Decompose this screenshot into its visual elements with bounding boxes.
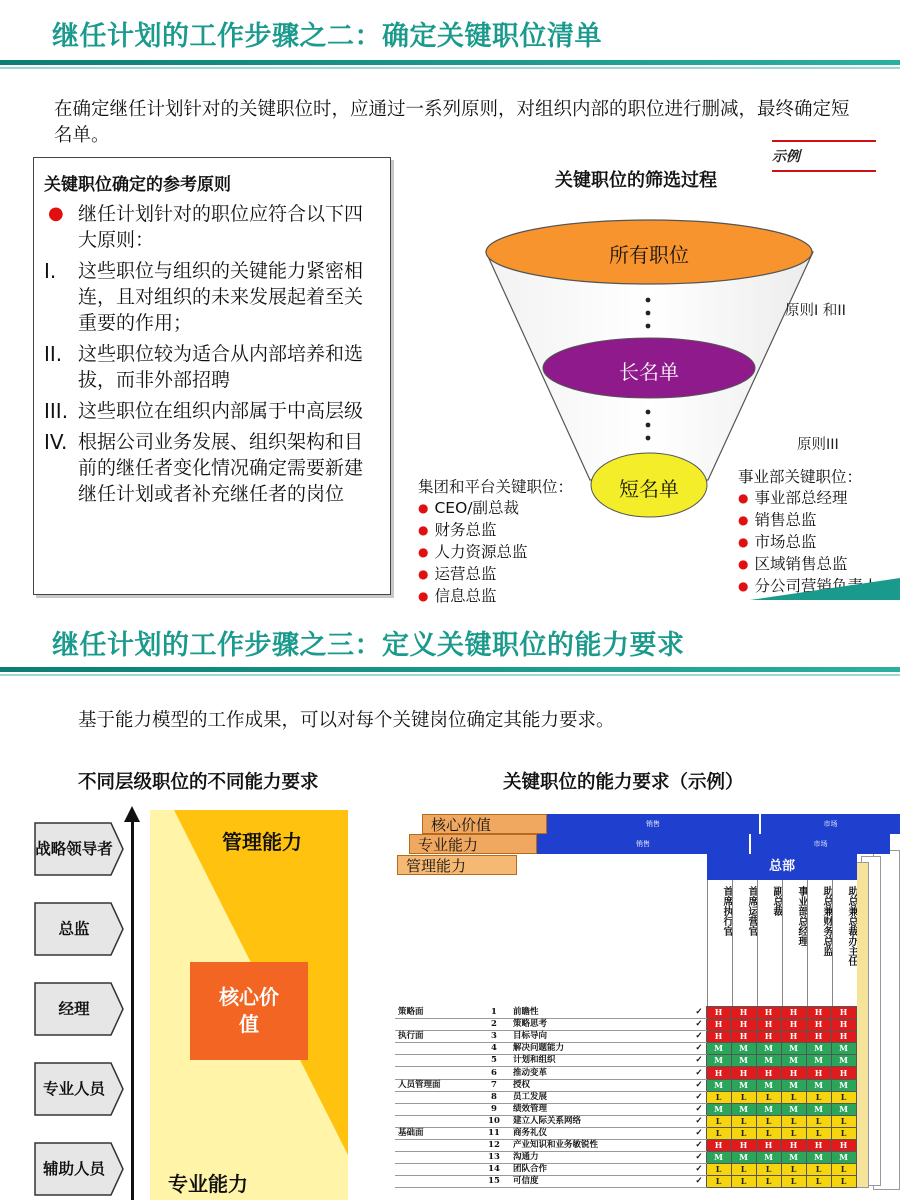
matrix-category: 策略面 (395, 1007, 478, 1019)
principle-number: IV. (44, 430, 68, 454)
tab-management[interactable]: 管理能力 (397, 855, 517, 875)
level-cell: H (706, 1019, 731, 1031)
level-cell: L (706, 1115, 731, 1127)
principle-text: 这些职位较为适合从内部培养和选拔，而非外部招聘 (78, 343, 364, 391)
funnel-title: 关键职位的筛选过程 (555, 170, 717, 191)
level-cell: H (806, 1031, 831, 1043)
professional-label: 专业能力 (168, 1172, 248, 1196)
matrix-category (395, 1140, 478, 1152)
level-cell: M (706, 1103, 731, 1115)
level-cell: L (706, 1176, 731, 1188)
level-cell: H (756, 1007, 781, 1019)
table-row (395, 1140, 856, 1152)
matrix-check: ✓ (668, 1140, 706, 1152)
level-cell: H (831, 1140, 856, 1152)
list-item: ● 信息总监 (418, 586, 573, 608)
matrix-check: ✓ (668, 1031, 706, 1043)
matrix-check: ✓ (668, 1043, 706, 1055)
group-platform-heading: 集团和平台关键职位： (418, 478, 574, 496)
list-item: ● 财务总监 (418, 520, 573, 542)
dot (646, 423, 651, 428)
matrix-number: 6 (478, 1067, 510, 1079)
section2-title: 继任计划的工作步骤之三：定义关键职位的能力要求 (52, 630, 685, 661)
matrix-number: 11 (478, 1127, 510, 1139)
table-row (395, 1115, 856, 1127)
level-cell: L (756, 1164, 781, 1176)
level-cell: M (831, 1152, 856, 1164)
matrix-column-header: 助总兼总裁办主任 (832, 880, 857, 1008)
matrix-competency: 推动变革 (510, 1067, 668, 1079)
principle-item (44, 398, 378, 424)
core-value-label: 核心价值 (219, 985, 279, 1036)
level-cell: H (831, 1067, 856, 1079)
matrix-number: 7 (478, 1079, 510, 1091)
table-row (395, 1176, 856, 1188)
level-manager (33, 981, 125, 1037)
principle-text: 根据公司业务发展、组织架构和目前的继任者变化情况确定需要新建继任计划或者补充继任者的岗位 (78, 431, 364, 505)
matrix-number: 10 (478, 1115, 510, 1127)
group-platform-list (418, 477, 573, 608)
level-cell: M (731, 1103, 756, 1115)
level-cell: M (831, 1043, 856, 1055)
level-cell: H (806, 1067, 831, 1079)
note-principle-3: 原则III (797, 437, 839, 453)
dot (646, 436, 651, 441)
level-director (33, 901, 125, 957)
blue-header: 市场 (751, 834, 890, 854)
level-cell: M (731, 1055, 756, 1067)
list-item: ● 运营总监 (418, 564, 573, 586)
principle-text: 这些职位在组织内部属于中高层级 (78, 400, 364, 422)
list-item: ● 事业部总经理 (738, 488, 879, 510)
matrix-competency: 沟通力 (510, 1152, 668, 1164)
level-cell: H (781, 1019, 806, 1031)
matrix-check: ✓ (668, 1152, 706, 1164)
column-headers (707, 880, 857, 1008)
table-row (395, 1043, 856, 1055)
level-cell: H (731, 1019, 756, 1031)
matrix-category: 基础面 (395, 1127, 478, 1139)
level-cell: H (781, 1031, 806, 1043)
matrix-category (395, 1043, 478, 1055)
level-cell: H (806, 1140, 831, 1152)
level-cell: L (756, 1091, 781, 1103)
hq-header: 总部 (707, 854, 857, 880)
dot (646, 324, 651, 329)
level-professional (33, 1061, 125, 1117)
level-label: 专业人员 (42, 1080, 105, 1098)
level-cell: H (706, 1007, 731, 1019)
level-cell: H (756, 1067, 781, 1079)
principle-text: 继任计划针对的职位应符合以下四大原则： (78, 203, 364, 251)
level-label: 战略领导者 (35, 840, 113, 858)
level-cell: M (806, 1103, 831, 1115)
table-row (395, 1127, 856, 1139)
level-cell: M (781, 1079, 806, 1091)
matrix-competency: 建立人际关系网络 (510, 1115, 668, 1127)
matrix-category (395, 1019, 478, 1031)
matrix-category (395, 1115, 478, 1127)
level-cell: L (781, 1127, 806, 1139)
section2-title-bar (0, 667, 900, 672)
matrix-number: 14 (478, 1164, 510, 1176)
list-item: ● 区域销售总监 (738, 554, 879, 576)
level-cell: L (806, 1164, 831, 1176)
matrix-check: ✓ (668, 1103, 706, 1115)
list-item: ● 分公司营销负责人 (738, 576, 879, 598)
matrix-competency: 团队合作 (510, 1164, 668, 1176)
matrix-category (395, 1164, 478, 1176)
table-row (395, 1067, 856, 1079)
matrix-check: ✓ (668, 1067, 706, 1079)
level-cell: L (806, 1091, 831, 1103)
level-cell: H (756, 1140, 781, 1152)
matrix-check: ✓ (668, 1127, 706, 1139)
level-cell: L (756, 1127, 781, 1139)
level-cell: H (781, 1007, 806, 1019)
matrix-number: 5 (478, 1055, 510, 1067)
principle-number: II. (44, 342, 63, 366)
level-cell: M (781, 1103, 806, 1115)
level-cell: H (756, 1019, 781, 1031)
table-row (395, 1079, 856, 1091)
level-cell: M (831, 1055, 856, 1067)
matrix-column-header: 事业部总经理 (782, 880, 807, 1008)
table-row (395, 1091, 856, 1103)
level-cell: M (831, 1079, 856, 1091)
level-cell: L (731, 1115, 756, 1127)
principles-title: 关键职位确定的参考原则 (44, 175, 231, 195)
level-cell: H (706, 1067, 731, 1079)
level-cell: M (756, 1079, 781, 1091)
principles-box (33, 157, 391, 595)
matrix-competency: 可信度 (510, 1176, 668, 1188)
matrix-competency: 目标导向 (510, 1031, 668, 1043)
level-cell: H (781, 1140, 806, 1152)
principle-item (44, 429, 378, 507)
principle-number: III. (44, 399, 69, 423)
level-label: 辅助人员 (42, 1160, 105, 1178)
management-label: 管理能力 (222, 830, 302, 854)
level-cell: L (781, 1115, 806, 1127)
level-cell: H (706, 1140, 731, 1152)
competency-matrix (395, 810, 900, 1200)
table-row (395, 1055, 856, 1067)
group-division-heading: 事业部关键职位： (738, 468, 863, 486)
matrix-category: 人员管理面 (395, 1079, 478, 1091)
dot (646, 298, 651, 303)
matrix-column-header: 副总裁 (757, 880, 782, 1008)
principle-item (44, 341, 378, 393)
level-cell: M (831, 1103, 856, 1115)
level-cell: M (781, 1152, 806, 1164)
level-cell: H (806, 1019, 831, 1031)
matrix-category (395, 1055, 478, 1067)
level-cell: H (756, 1031, 781, 1043)
level-cell: M (806, 1043, 831, 1055)
matrix-category (395, 1103, 478, 1115)
level-cell: L (756, 1176, 781, 1188)
matrix-number: 12 (478, 1140, 510, 1152)
matrix-column-header: 首席执行官 (707, 880, 732, 1008)
matrix-check: ✓ (668, 1007, 706, 1019)
level-cell: L (706, 1127, 731, 1139)
level-cell: M (706, 1043, 731, 1055)
level-cell: H (731, 1140, 756, 1152)
table-row (395, 1007, 856, 1019)
matrix-competency: 员工发展 (510, 1091, 668, 1103)
matrix-check: ✓ (668, 1176, 706, 1188)
matrix-competency: 授权 (510, 1079, 668, 1091)
level-cell: L (806, 1127, 831, 1139)
section2-intro: 基于能力模型的工作成果，可以对每个关键岗位确定其能力要求。 (78, 710, 615, 731)
table-row (395, 1103, 856, 1115)
matrix-competency: 解决问题能力 (510, 1043, 668, 1055)
funnel-bottom-label: 短名单 (619, 477, 679, 501)
matrix-number: 1 (478, 1007, 510, 1019)
example-line-top (772, 140, 876, 142)
matrix-category (395, 1091, 478, 1103)
matrix-number: 4 (478, 1043, 510, 1055)
example-line-bottom (772, 170, 876, 172)
table-row (395, 1152, 856, 1164)
matrix-competency: 商务礼仪 (510, 1127, 668, 1139)
level-cell: H (831, 1019, 856, 1031)
matrix-category (395, 1152, 478, 1164)
level-cell: L (781, 1176, 806, 1188)
level-cell: L (806, 1176, 831, 1188)
level-cell: L (781, 1091, 806, 1103)
matrix-competency: 策略思考 (510, 1019, 668, 1031)
level-cell: M (806, 1152, 831, 1164)
level-cell: L (731, 1091, 756, 1103)
matrix-number: 3 (478, 1031, 510, 1043)
matrix-check: ✓ (668, 1079, 706, 1091)
matrix-check: ✓ (668, 1115, 706, 1127)
level-cell: L (731, 1127, 756, 1139)
level-cell: L (831, 1091, 856, 1103)
level-cell: L (756, 1115, 781, 1127)
funnel-middle-label: 长名单 (619, 360, 679, 384)
matrix-competency: 计划和组织 (510, 1055, 668, 1067)
section1-intro: 在确定继任计划针对的关键职位时，应通过一系列原则，对组织内部的职位进行删减，最终确定短名单。 (54, 99, 850, 146)
matrix-category: 执行面 (395, 1031, 478, 1043)
dot (646, 410, 651, 415)
level-cell: L (706, 1164, 731, 1176)
matrix-check: ✓ (668, 1164, 706, 1176)
example-tag: 示例 (772, 149, 800, 165)
principle-item (44, 201, 378, 253)
level-cell: H (831, 1007, 856, 1019)
tab-core-value[interactable]: 核心价值 (422, 814, 547, 834)
matrix-number: 8 (478, 1091, 510, 1103)
level-cell: M (731, 1152, 756, 1164)
matrix-category (395, 1176, 478, 1188)
dot (646, 311, 651, 316)
core-value-box (190, 962, 308, 1060)
blue-header: 销售 (547, 814, 759, 834)
level-cell: M (756, 1152, 781, 1164)
matrix-category (395, 1067, 478, 1079)
level-cell: H (731, 1007, 756, 1019)
list-item: ● 人力资源总监 (418, 542, 573, 564)
level-strategic-leader (33, 821, 125, 877)
level-cell: H (781, 1067, 806, 1079)
list-item: ● 销售总监 (738, 510, 879, 532)
table-row (395, 1164, 856, 1176)
table-row (395, 1031, 856, 1043)
matrix-check: ✓ (668, 1091, 706, 1103)
section1-title: 继任计划的工作步骤之二：确定关键职位清单 (52, 21, 602, 52)
level-cell: L (831, 1127, 856, 1139)
list-item: ● 市场总监 (738, 532, 879, 554)
level-axis (131, 820, 134, 1200)
funnel-top-label: 所有职位 (609, 243, 689, 267)
matrix-number: 15 (478, 1176, 510, 1188)
level-cell: H (831, 1031, 856, 1043)
level-cell: M (756, 1103, 781, 1115)
level-label: 经理 (58, 1000, 90, 1018)
arrow-up-icon (124, 806, 140, 822)
level-cell: L (831, 1164, 856, 1176)
level-cell: M (756, 1055, 781, 1067)
level-cell: L (831, 1115, 856, 1127)
matrix-column-header: 助总兼财务总监 (807, 880, 832, 1008)
level-cell: H (706, 1031, 731, 1043)
level-cell: M (756, 1043, 781, 1055)
note-principles-1-2: 原则I 和II (785, 303, 846, 319)
level-cell: H (731, 1031, 756, 1043)
matrix-check: ✓ (668, 1019, 706, 1031)
level-cell: H (806, 1007, 831, 1019)
matrix-competency: 前瞻性 (510, 1007, 668, 1019)
level-label: 总监 (58, 920, 90, 938)
matrix-number: 2 (478, 1019, 510, 1031)
blue-header: 市场 (761, 814, 900, 834)
level-cell: M (806, 1055, 831, 1067)
list-item: ● CEO/副总裁 (418, 498, 573, 520)
competency-table (395, 1006, 857, 1188)
principle-text: 这些职位与组织的关键能力紧密相连，且对组织的未来发展起着至关重要的作用； (78, 260, 364, 334)
matrix-number: 9 (478, 1103, 510, 1115)
blue-header: 销售 (537, 834, 749, 854)
matrix-number: 13 (478, 1152, 510, 1164)
level-cell: M (781, 1055, 806, 1067)
level-cell: M (706, 1152, 731, 1164)
level-cell: L (731, 1164, 756, 1176)
matrix-competency: 产业知识和业务敏锐性 (510, 1140, 668, 1152)
matrix-title: 关键职位的能力要求（示例） (503, 772, 744, 793)
level-cell: M (706, 1055, 731, 1067)
section2-title-underline (0, 674, 900, 676)
level-support (33, 1141, 125, 1197)
levels-chart-title: 不同层级职位的不同能力要求 (78, 772, 319, 793)
principle-item (44, 258, 378, 336)
level-cell: L (806, 1115, 831, 1127)
section1-title-underline (0, 67, 900, 69)
level-cell: L (831, 1176, 856, 1188)
table-row (395, 1019, 856, 1031)
matrix-column-header: 首席运营官 (732, 880, 757, 1008)
level-cell: L (781, 1164, 806, 1176)
level-cell: M (706, 1079, 731, 1091)
section1-title-bar (0, 60, 900, 65)
matrix-competency: 绩效管理 (510, 1103, 668, 1115)
decorative-corner (750, 578, 900, 600)
principle-number: I. (44, 259, 57, 283)
level-cell: L (731, 1176, 756, 1188)
level-cell: L (706, 1091, 731, 1103)
level-cell: M (781, 1043, 806, 1055)
bullet-icon: ● (48, 203, 64, 224)
level-cell: H (731, 1067, 756, 1079)
level-cell: M (806, 1079, 831, 1091)
level-cell: M (731, 1079, 756, 1091)
level-cell: M (731, 1043, 756, 1055)
matrix-check: ✓ (668, 1055, 706, 1067)
tab-professional[interactable]: 专业能力 (409, 834, 537, 854)
